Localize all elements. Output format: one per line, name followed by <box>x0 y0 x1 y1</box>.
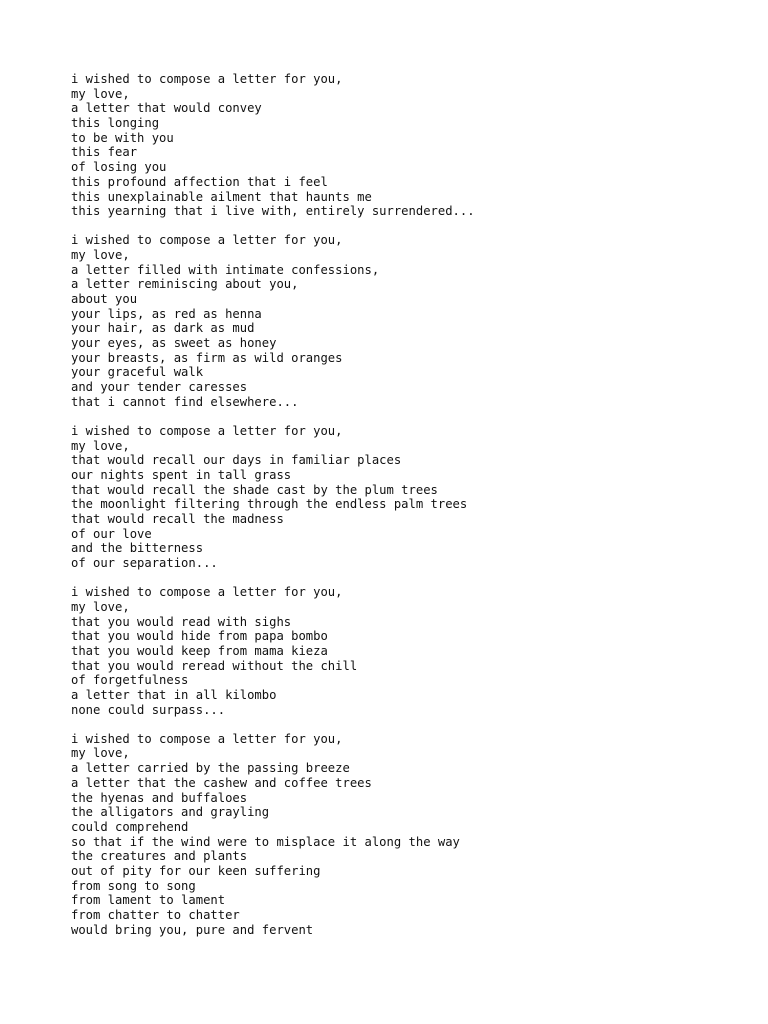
poem-line: of our love <box>71 526 152 541</box>
poem-line: this unexplainable ailment that haunts me <box>71 189 372 204</box>
stanza-3 <box>71 424 751 571</box>
poem-line: so that if the wind were to misplace it along the way <box>71 834 460 849</box>
poem-line: i wished to compose a letter for you, <box>71 233 343 248</box>
poem-line: that you would keep from mama kieza <box>71 643 328 658</box>
poem-line: about you <box>71 292 138 307</box>
poem-line: the moonlight filtering through the endless palm trees <box>71 497 468 512</box>
poem-line: my love, <box>71 86 130 101</box>
poem-line: of forgetfulness <box>71 673 189 688</box>
poem-line: from song to song <box>71 878 196 893</box>
poem-line: your hair, as dark as mud <box>71 321 255 336</box>
poem-line: from lament to lament <box>71 893 226 908</box>
poem-line: this profound affection that i feel <box>71 174 328 189</box>
poem-line: that you would hide from papa bombo <box>71 629 328 644</box>
poem-line: that would recall the shade cast by the plum trees <box>71 482 438 497</box>
poem-line: would bring you, pure and fervent <box>71 922 314 937</box>
poem-line: that would recall the madness <box>71 512 284 527</box>
poem-page <box>71 72 751 952</box>
poem-line: the alligators and grayling <box>71 805 270 820</box>
poem-line: my love, <box>71 599 130 614</box>
poem-line: i wished to compose a letter for you, <box>71 423 343 438</box>
poem-line: your eyes, as sweet as honey <box>71 336 277 351</box>
poem-line: i wished to compose a letter for you, <box>71 731 343 746</box>
poem-line: that you would read with sighs <box>71 614 292 629</box>
poem-line: a letter filled with intimate confessions, <box>71 262 380 277</box>
poem-line: that would recall our days in familiar places <box>71 453 402 468</box>
poem-line: and your tender caresses <box>71 380 248 395</box>
stanza-2 <box>71 233 751 409</box>
poem-line: my love, <box>71 438 130 453</box>
poem-line: a letter that the cashew and coffee trees <box>71 775 372 790</box>
poem-line: our nights spent in tall grass <box>71 467 292 482</box>
poem-line: this fear <box>71 145 138 160</box>
poem-line: of our separation... <box>71 556 218 571</box>
poem-line: i wished to compose a letter for you, <box>71 585 343 600</box>
poem-line: that you would reread without the chill <box>71 658 358 673</box>
poem-line: i wished to compose a letter for you, <box>71 72 343 86</box>
poem-line: a letter carried by the passing breeze <box>71 761 350 776</box>
poem-line: my love, <box>71 247 130 262</box>
poem-line: a letter reminiscing about you, <box>71 277 299 292</box>
poem-line: to be with you <box>71 130 174 145</box>
poem-line: none could surpass... <box>71 702 226 717</box>
poem-line: could comprehend <box>71 819 189 834</box>
stanza-4 <box>71 585 751 717</box>
poem-line: this longing <box>71 116 160 131</box>
poem-line: a letter that in all kilombo <box>71 687 277 702</box>
poem-line: your lips, as red as henna <box>71 306 262 321</box>
poem-line: from chatter to chatter <box>71 908 240 922</box>
poem-line: this yearning that i live with, entirely surrendered... <box>71 204 475 219</box>
poem-line: of losing you <box>71 160 167 175</box>
poem-line: and the bitterness <box>71 541 204 556</box>
poem-line: the creatures and plants <box>71 849 248 864</box>
poem-line: your breasts, as firm as wild oranges <box>71 350 343 365</box>
poem-line: your graceful walk <box>71 365 204 380</box>
poem-line: the hyenas and buffaloes <box>71 790 248 805</box>
stanza-5 <box>71 732 751 938</box>
poem-line: a letter that would convey <box>71 101 262 116</box>
poem-line: out of pity for our keen suffering <box>71 863 321 878</box>
stanza-1 <box>71 72 751 219</box>
poem-line: that i cannot find elsewhere... <box>71 394 299 409</box>
poem-line: my love, <box>71 746 130 761</box>
